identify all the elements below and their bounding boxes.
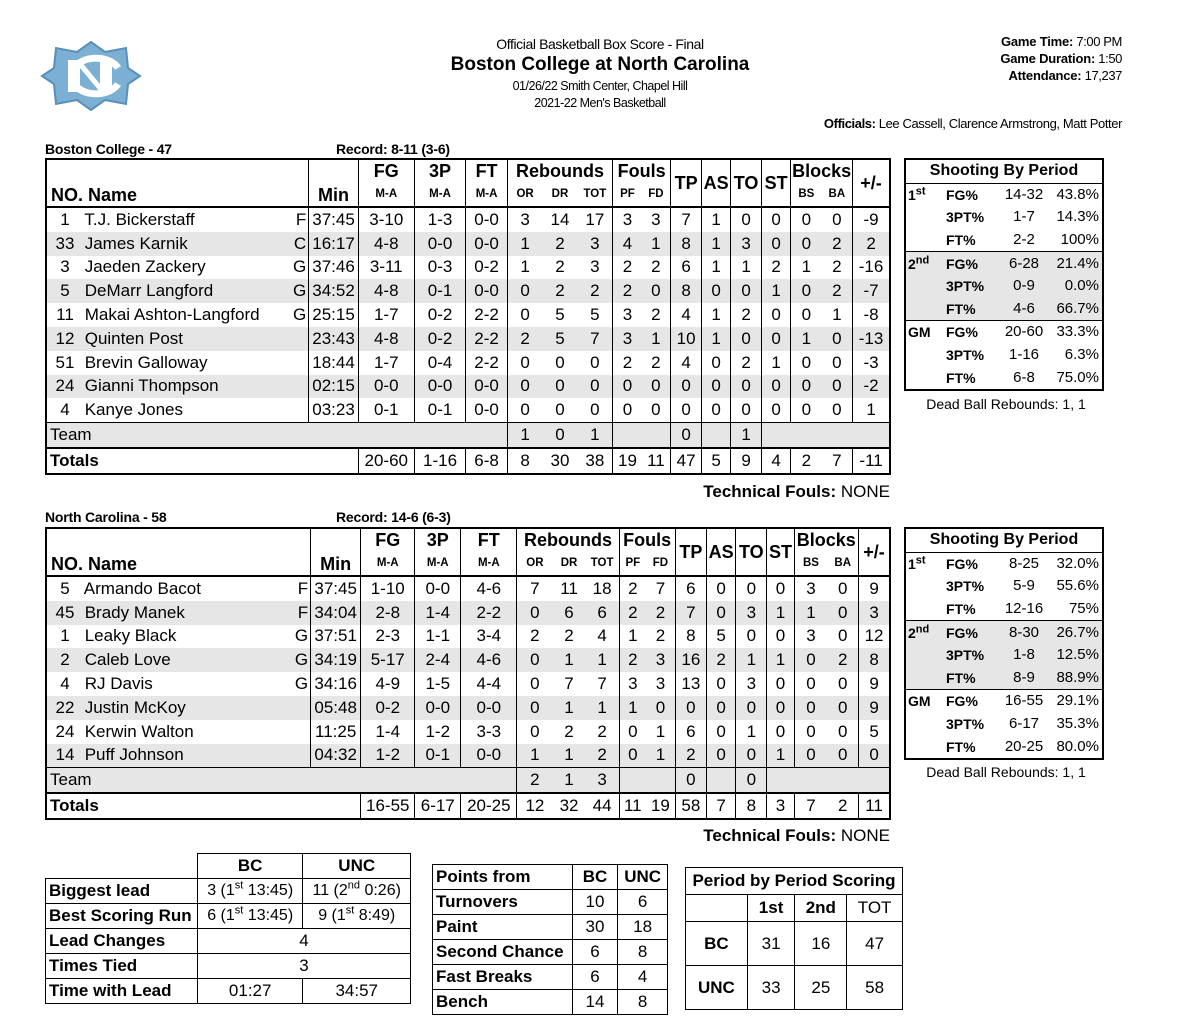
unc-player-row: 4 RJ Davis G 34:16 4-9 1-5 4-4 0 7 7 3 3 13 0 3 0 0 0 9 — [46, 672, 890, 696]
bc-player-row: 24 Gianni Thompson 02:15 0-0 0-0 0-0 0 0 0 0 0 0 0 0 0 0 0 -2 — [46, 375, 890, 399]
col-fg: FG — [361, 528, 415, 551]
unc-dead-ball-rebounds: Dead Ball Rebounds: 1, 1 — [926, 764, 1086, 780]
col-tp: TP — [675, 528, 706, 576]
sbp-row: 3PT% 1-7 14.3% — [946, 208, 1099, 226]
times-tied-row: Times Tied 3 — [46, 954, 411, 979]
col-blocks: Blocks — [794, 528, 859, 551]
col-to: TO — [731, 159, 762, 207]
sbp-row: 2nd FG% 8-30 26.7% — [905, 621, 1103, 644]
sbp-row: FT% 12-16 75% — [946, 600, 1099, 618]
sbp-row: 3PT% 1-8 12.5% — [905, 644, 1103, 667]
lead-changes-row: Lead Changes 4 — [46, 929, 411, 954]
unc-logo-icon — [38, 38, 144, 114]
unc-record: Record: 14-6 (6-3) — [336, 509, 451, 525]
col-plus-minus: +/- — [853, 159, 890, 207]
game-time: Game Time: 7:00 PM — [1000, 34, 1122, 49]
best-scoring-run-row: Best Scoring Run 6 (1st 13:45) 9 (1st 8:49) — [46, 904, 411, 929]
unc-box-score-table: NO. Name Min FG 3P FT Rebounds Fouls TP AS TO ST Blocks +/- M-A M-A M-A OR DR TOT PF FD BS BA 5 Armando Bacot F 37:45 1-10 0-0 4-6 7 11 18 2 7 6 0 0 0 3 0 9 45 Brady Manek F 34:04 2-8 1-4 2-2 0 6 6 2 2 7 0 3 1 1 0 3 1 Leaky Black G 37:51 2-3 1-1 3-4 2 2 4 1 2 8 5 0 0 3 0 12 2 Caleb Love G 34:19 5-17 2-4 4-6 0 1 1 2 3 16 2 1 1 0 2 8 4 RJ Davis G 34:16 4-9 1-5 4-4 0 7 7 3 3 13 0 3 0 0 0 9 22 Justin McKoy 05:48 0-2 0-0 0-0 0 1 1 1 0 0 0 0 0 0 0 9 24 Kerwin Walton 11:25 1-4 1-2 3-3 0 2 2 0 1 6 0 1 0 0 0 5 14 Puff Johnson 04:32 1-2 0-1 0-0 1 1 2 0 1 2 0 0 1 0 0 0 Team 2 1 3 0 0 Totals 16-55 6-17 20-25 12 32 44 11 19 58 7 8 3 7 2 11 — [45, 527, 891, 820]
sbp-title: Shooting By Period — [905, 528, 1103, 552]
document-subtitle: Official Basketball Box Score - Final — [496, 36, 704, 52]
period-scoring-table: Period by Period Scoring 1st 2nd TOT BC 31 16 47 UNC 33 25 58 — [685, 867, 903, 1010]
col-no-name: NO. Name — [51, 554, 138, 574]
sbp-row: FT% 2-2 100% — [946, 231, 1099, 249]
points-from-row: Fast Breaks 6 4 — [433, 965, 668, 990]
date-venue: 01/26/22 Smith Center, Chapel Hill — [512, 79, 688, 93]
season: 2021-22 Men's Basketball — [534, 96, 666, 110]
sbp-row: FT% 20-25 80.0% — [946, 737, 1099, 755]
unc-team-title: North Carolina - 58 — [45, 509, 167, 525]
bc-player-row: 11 Makai Ashton-Langford G 25:15 1-7 0-2 2-2 0 5 5 3 2 4 1 2 0 0 1 -8 — [46, 303, 890, 327]
biggest-lead-row: Biggest lead 3 (1st 13:45) 11 (2nd 0:26) — [46, 879, 411, 904]
bc-totals-row: Totals 20-60 1-16 6-8 8 30 38 19 11 47 5 9 4 2 7 -11 — [46, 448, 890, 474]
col-as: AS — [707, 528, 736, 576]
sbp-row: FT% 8-9 88.9% — [905, 667, 1103, 690]
col-min: Min — [309, 159, 359, 207]
col-blocks: Blocks — [792, 161, 852, 181]
bc-player-row: 1 T.J. Bickerstaff F 37:45 3-10 1-3 0-0 3 14 17 3 3 7 1 0 0 0 0 -9 — [46, 207, 890, 232]
unc-team-row: Team 2 1 3 0 0 — [46, 768, 890, 793]
col-ft: FT — [466, 159, 507, 182]
bc-dead-ball-rebounds: Dead Ball Rebounds: 1, 1 — [926, 396, 1086, 412]
col-plus-minus: +/- — [859, 528, 890, 576]
col-fouls: Fouls — [619, 528, 675, 551]
unc-shooting-by-period — [904, 527, 1104, 760]
col-3p: 3P — [415, 528, 461, 551]
summary-col-unc: UNC — [303, 854, 411, 879]
col-rebounds: Rebounds — [517, 528, 619, 551]
unc-player-row: 22 Justin McKoy 05:48 0-2 0-0 0-0 0 1 1 1 0 0 0 0 0 0 0 9 — [46, 696, 890, 720]
bc-team-row: Team 1 0 1 0 1 — [46, 423, 890, 448]
sbp-row: 3PT% 1-16 6.3% — [946, 346, 1099, 364]
unc-player-row: 45 Brady Manek F 34:04 2-8 1-4 2-2 0 6 6 2 2 7 0 3 1 1 0 3 — [46, 601, 890, 625]
unc-player-row: 5 Armando Bacot F 37:45 1-10 0-0 4-6 7 11 18 2 7 6 0 0 0 3 0 9 — [46, 576, 890, 601]
bc-team-title: Boston College - 47 — [45, 141, 172, 157]
points-from-row: Bench 14 8 — [433, 990, 668, 1015]
sbp-row: GM FG% 16-55 29.1% — [905, 690, 1103, 713]
col-min: Min — [311, 528, 361, 576]
points-from-header: Points from — [433, 865, 573, 890]
points-from-row: Paint 30 18 — [433, 915, 668, 940]
col-3p: 3P — [414, 159, 466, 182]
bc-box-score-table: NO. Name Min FG 3P FT Rebounds Fouls TP AS TO ST Blocks +/- M-A M-A M-A OR DR TOT PF FD BS BA 1 T.J. Bickerstaff F 37:45 3-10 1-3 0-0 3 14 17 3 3 7 1 0 0 0 0 -9 33 James Karnik C 16:17 4-8 0-0 0-0 1 2 3 4 1 8 1 3 0 0 2 2 3 Jaeden Zackery G 37:46 3-11 0-3 0-2 1 2 3 2 2 6 1 1 2 1 2 -16 5 DeMarr Langford G 34:52 4-8 0-1 0-0 0 2 2 2 0 8 0 0 1 0 2 -7 11 Makai Ashton-Langford G 25:15 1-7 0-2 2-2 0 5 5 3 2 4 1 2 0 0 1 -8 12 Quinten Post 23:43 4-8 0-2 2-2 2 5 7 3 1 10 1 0 0 1 0 -13 51 Brevin Galloway 18:44 1-7 0-4 2-2 0 0 0 2 2 4 0 2 1 0 0 -3 24 Gianni Thompson 02:15 0-0 0-0 0-0 0 0 0 0 0 0 0 0 0 0 0 -2 4 Kanye Jones 03:23 0-1 0-1 0-0 0 0 0 0 0 0 0 0 0 0 0 1 Team 1 0 1 0 1 Totals 20-60 1-16 6-8 8 30 38 19 11 47 5 9 4 2 7 -11 — [45, 158, 891, 475]
period-scoring-title: Period by Period Scoring — [686, 868, 903, 895]
bc-player-row: 12 Quinten Post 23:43 4-8 0-2 2-2 2 5 7 3 1 10 1 0 0 1 0 -13 — [46, 327, 890, 351]
bc-player-row: 3 Jaeden Zackery G 37:46 3-11 0-3 0-2 1 2 3 2 2 6 1 1 2 1 2 -16 — [46, 256, 890, 280]
sbp-row: 1st FG% 14-32 43.8% — [908, 185, 1099, 203]
game-summary-table — [45, 853, 411, 1004]
points-from-row: Turnovers 10 6 — [433, 890, 668, 915]
col-to: TO — [736, 528, 767, 576]
sbp-row: 1st FG% 8-25 32.0% — [908, 554, 1099, 572]
attendance: Attendance: 17,237 — [1008, 68, 1122, 83]
unc-player-row: 1 Leaky Black G 37:51 2-3 1-1 3-4 2 2 4 1 2 8 5 0 0 3 0 12 — [46, 625, 890, 649]
col-fg: FG — [358, 159, 414, 182]
unc-technical-fouls: Technical Fouls: NONE — [703, 826, 890, 845]
sbp-row: GM FG% 20-60 33.3% — [905, 321, 1103, 344]
col-fouls: Fouls — [613, 159, 671, 182]
col-rebounds: Rebounds — [507, 159, 612, 182]
unc-player-row: 14 Puff Johnson 04:32 1-2 0-1 0-0 1 1 2 0 1 2 0 0 1 0 0 0 — [46, 744, 890, 768]
unc-player-row: 24 Kerwin Walton 11:25 1-4 1-2 3-3 0 2 2 0 1 6 0 1 0 0 0 5 — [46, 720, 890, 744]
unc-player-row: 2 Caleb Love G 34:19 5-17 2-4 4-6 0 1 1 2 3 16 2 1 1 0 2 8 — [46, 648, 890, 672]
sbp-row: 2nd FG% 6-28 21.4% — [905, 252, 1103, 275]
period-scoring-row: UNC 33 25 58 — [686, 966, 903, 1010]
bc-player-row: 4 Kanye Jones 03:23 0-1 0-1 0-0 0 0 0 0 0 0 0 0 0 0 0 1 — [46, 398, 890, 422]
col-ft: FT — [461, 528, 517, 551]
game-title: Boston College at North Carolina — [450, 54, 750, 75]
sbp-row: FT% 6-8 75.0% — [946, 368, 1099, 386]
col-as: AS — [702, 159, 731, 207]
bc-player-row: 33 James Karnik C 16:17 4-8 0-0 0-0 1 2 3 4 1 8 1 3 0 0 2 2 — [46, 232, 890, 256]
game-duration: Game Duration: 1:50 — [1000, 51, 1122, 66]
summary-col-bc: BC — [197, 854, 303, 879]
sbp-title: Shooting By Period — [905, 159, 1103, 183]
col-no-name: NO. Name — [51, 185, 138, 205]
points-from-row: Second Chance 6 8 — [433, 940, 668, 965]
unc-totals-row: Totals 16-55 6-17 20-25 12 32 44 11 19 58 7 8 3 7 2 11 — [46, 793, 890, 819]
bc-record: Record: 8-11 (3-6) — [336, 141, 450, 157]
sbp-row: 3PT% 0-9 0.0% — [905, 275, 1103, 298]
box-score-header — [0, 0, 1200, 140]
sbp-row: 3PT% 5-9 55.6% — [946, 577, 1099, 595]
col-st: ST — [762, 159, 791, 207]
bc-player-row: 51 Brevin Galloway 18:44 1-7 0-4 2-2 0 0 0 2 2 4 0 2 1 0 0 -3 — [46, 351, 890, 375]
bc-shooting-by-period — [904, 158, 1104, 391]
sbp-row: FT% 4-6 66.7% — [905, 298, 1103, 321]
period-scoring-row: BC 31 16 47 — [686, 922, 903, 966]
col-tp: TP — [671, 159, 702, 207]
col-st: ST — [767, 528, 794, 576]
officials: Officials: Lee Cassell, Clarence Armstrong, Matt Potter — [823, 116, 1122, 131]
points-from-table: Points from BC UNC Turnovers 10 6 Paint 30 18 Second Chance 6 8 Fast Breaks 6 4 Bench 14 8 — [432, 864, 668, 1015]
bc-player-row: 5 DeMarr Langford G 34:52 4-8 0-1 0-0 0 2 2 2 0 8 0 0 1 0 2 -7 — [46, 279, 890, 303]
sbp-row: 3PT% 6-17 35.3% — [946, 715, 1099, 733]
bc-technical-fouls: Technical Fouls: NONE — [703, 482, 890, 501]
time-with-lead-row: Time with Lead 01:27 34:57 — [46, 979, 411, 1004]
